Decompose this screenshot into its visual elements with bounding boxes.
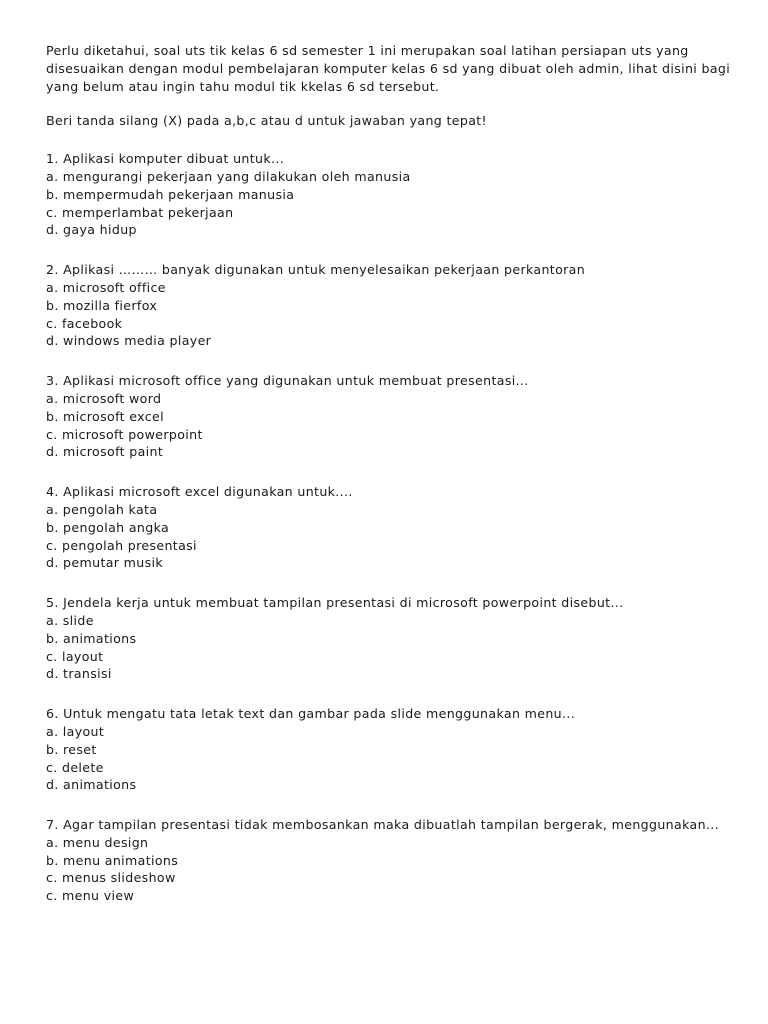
answer-option: c. pengolah presentasi [46, 537, 197, 553]
answer-option: b. animations [46, 630, 137, 646]
question-text: 1. Aplikasi komputer dibuat untuk... [46, 151, 285, 167]
question-item [46, 261, 736, 350]
answer-option: c. menus slideshow [46, 870, 176, 886]
question-text: 5. Jendela kerja untuk membuat tampilan presentasi di microsoft powerpoint disebut... [46, 595, 624, 611]
answer-option: c. microsoft powerpoint [46, 426, 203, 442]
answer-option: a. slide [46, 612, 94, 628]
answer-option: a. layout [46, 723, 105, 739]
question-item [46, 705, 736, 794]
answer-option: c. menu view [46, 888, 135, 904]
question-text: 4. Aplikasi microsoft excel digunakan untuk.... [46, 484, 353, 500]
answer-option: c. facebook [46, 315, 123, 331]
answer-option: d. gaya hidup [46, 222, 137, 238]
answer-option: b. reset [46, 741, 97, 757]
question-text: 6. Untuk mengatu tata letak text dan gambar pada slide menggunakan menu... [46, 706, 576, 722]
answer-option: a. menu design [46, 834, 149, 850]
answer-option: d. microsoft paint [46, 444, 164, 460]
answer-option: d. windows media player [46, 333, 212, 349]
answer-option: a. microsoft word [46, 390, 162, 406]
answer-option: b. microsoft excel [46, 408, 164, 424]
intro-paragraph: Perlu diketahui, soal uts tik kelas 6 sd semester 1 ini merupakan soal latihan persiapan uts yang disesuaikan dengan modul pembelajaran komputer kelas 6 sd yang dibuat oleh admin, lihat disini bagi yang belum atau ingin tahu modul tik kkelas 6 sd tersebut. [46, 43, 731, 94]
question-item [46, 483, 736, 572]
question-list [46, 150, 736, 905]
answer-option: b. menu animations [46, 852, 179, 868]
document-page [46, 42, 736, 905]
answer-option: a. mengurangi pekerjaan yang dilakukan oleh manusia [46, 168, 411, 184]
answer-option: d. transisi [46, 666, 112, 682]
answer-option: d. pemutar musik [46, 555, 164, 571]
answer-option: d. animations [46, 777, 137, 793]
answer-option: c. layout [46, 648, 104, 664]
question-item [46, 594, 736, 683]
answer-option: a. microsoft office [46, 279, 166, 295]
answer-option: a. pengolah kata [46, 501, 158, 517]
question-item [46, 150, 736, 239]
answer-option: c. memperlambat pekerjaan [46, 204, 234, 220]
answer-option: b. mempermudah pekerjaan manusia [46, 186, 295, 202]
question-item [46, 372, 736, 461]
answer-option: b. pengolah angka [46, 519, 170, 535]
question-text: 2. Aplikasi ……… banyak digunakan untuk menyelesaikan pekerjaan perkantoran [46, 262, 586, 278]
question-text: 3. Aplikasi microsoft office yang digunakan untuk membuat presentasi... [46, 373, 529, 389]
question-text: 7. Agar tampilan presentasi tidak membosankan maka dibuatlah tampilan bergerak, menggunakan... [46, 817, 719, 833]
answer-option: c. delete [46, 759, 104, 775]
question-item [46, 816, 736, 905]
instruction-text: Beri tanda silang (X) pada a,b,c atau d untuk jawaban yang tepat! [46, 113, 487, 129]
answer-option: b. mozilla fierfox [46, 297, 158, 313]
